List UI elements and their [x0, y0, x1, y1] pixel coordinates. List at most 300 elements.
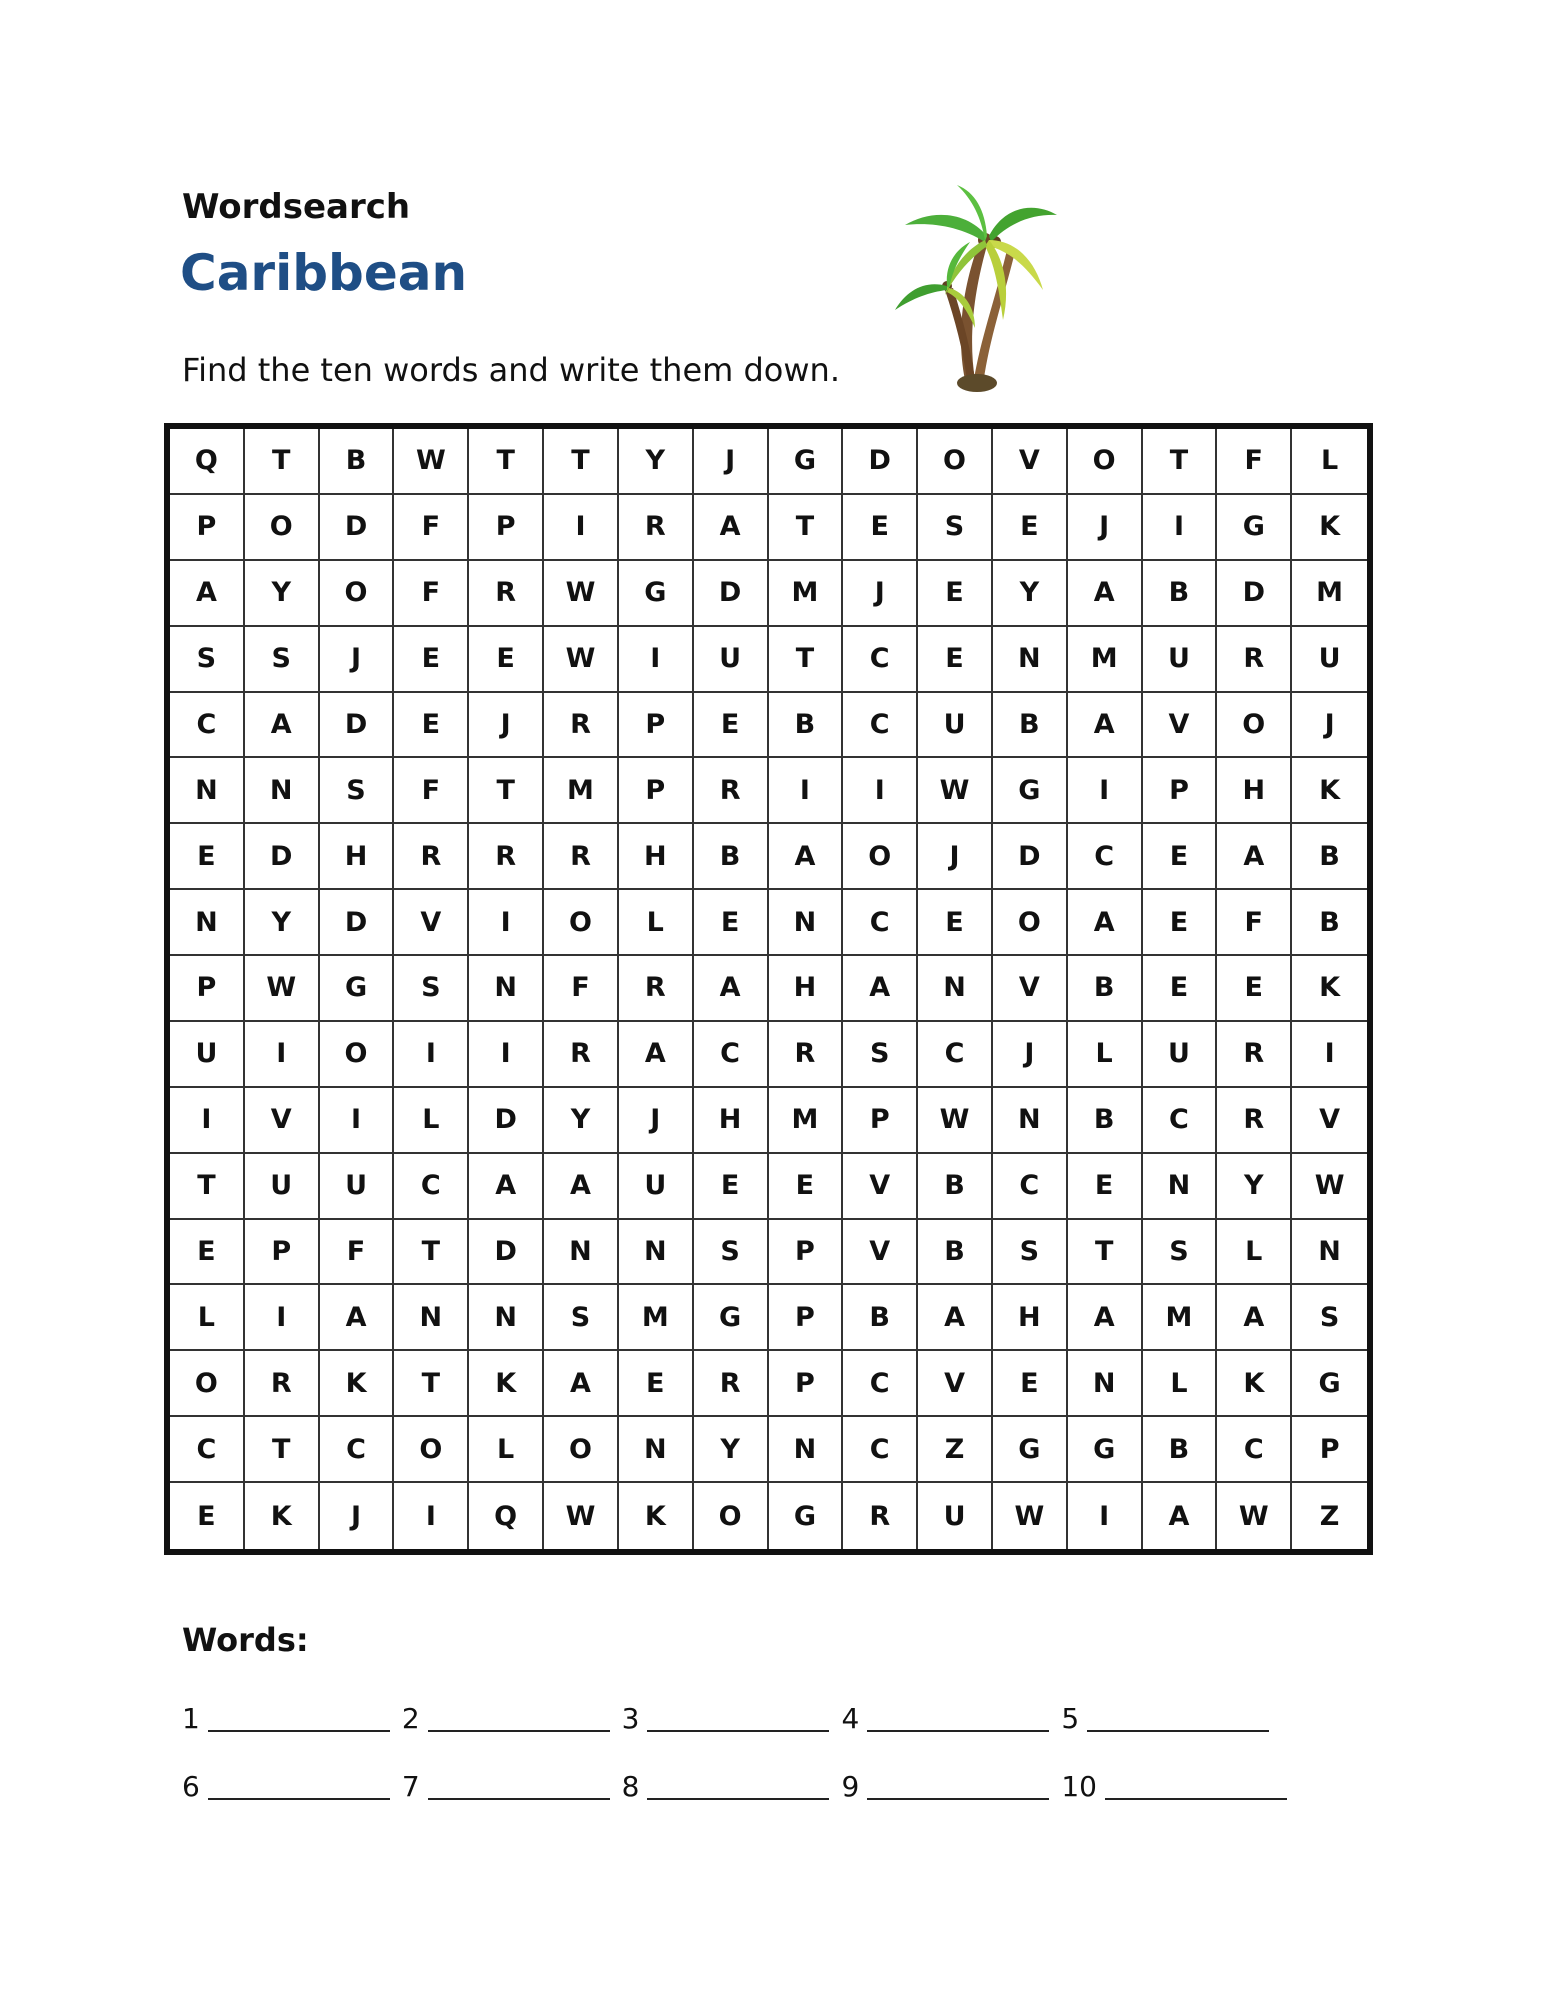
grid-letter[interactable]: R [843, 1483, 918, 1549]
grid-letter[interactable]: M [619, 1285, 694, 1351]
grid-letter[interactable]: Q [469, 1483, 544, 1549]
grid-letter[interactable]: R [245, 1351, 320, 1417]
grid-letter[interactable]: H [694, 1088, 769, 1154]
grid-letter[interactable]: A [843, 956, 918, 1022]
grid-letter[interactable]: R [544, 824, 619, 890]
grid-letter[interactable]: S [694, 1220, 769, 1286]
grid-letter[interactable]: O [1068, 429, 1143, 495]
grid-letter[interactable]: C [843, 627, 918, 693]
page-title: Caribbean [180, 244, 468, 302]
grid-letter[interactable]: A [694, 956, 769, 1022]
grid-letter[interactable]: I [619, 627, 694, 693]
grid-letter[interactable]: E [993, 1351, 1068, 1417]
grid-letter[interactable]: L [469, 1417, 544, 1483]
grid-letter[interactable]: W [544, 627, 619, 693]
grid-letter[interactable]: N [619, 1417, 694, 1483]
grid-letter[interactable]: N [469, 956, 544, 1022]
grid-letter[interactable]: E [469, 627, 544, 693]
grid-letter[interactable]: E [694, 1154, 769, 1220]
grid-letter[interactable]: J [993, 1022, 1068, 1088]
grid-letter[interactable]: A [694, 495, 769, 561]
grid-letter[interactable]: M [769, 1088, 844, 1154]
grid-letter[interactable]: C [843, 890, 918, 956]
grid-letter[interactable]: T [394, 1220, 469, 1286]
grid-letter[interactable]: T [1143, 429, 1218, 495]
grid-letter[interactable]: I [1068, 1483, 1143, 1549]
grid-letter[interactable]: U [170, 1022, 245, 1088]
grid-letter[interactable]: C [320, 1417, 395, 1483]
instructions-text: Find the ten words and write them down. [182, 351, 840, 389]
grid-letter[interactable]: U [1292, 627, 1367, 693]
grid-letter[interactable]: L [619, 890, 694, 956]
grid-letter[interactable]: T [469, 429, 544, 495]
grid-letter[interactable]: L [1068, 1022, 1143, 1088]
grid-letter[interactable]: E [1143, 956, 1218, 1022]
grid-letter[interactable]: K [469, 1351, 544, 1417]
grid-letter[interactable]: J [619, 1088, 694, 1154]
grid-letter[interactable]: F [320, 1220, 395, 1286]
grid-letter[interactable]: U [1143, 627, 1218, 693]
grid-letter[interactable]: D [843, 429, 918, 495]
grid-letter[interactable]: A [469, 1154, 544, 1220]
grid-letter[interactable]: B [694, 824, 769, 890]
grid-letter[interactable]: N [170, 758, 245, 824]
grid-letter[interactable]: S [918, 495, 993, 561]
grid-letter[interactable]: E [918, 627, 993, 693]
grid-letter[interactable]: A [1068, 561, 1143, 627]
grid-letter[interactable]: R [394, 824, 469, 890]
grid-letter[interactable]: N [1143, 1154, 1218, 1220]
grid-letter[interactable]: E [694, 890, 769, 956]
grid-letter[interactable]: F [394, 758, 469, 824]
answer-number: 8 [621, 1770, 640, 1803]
grid-letter[interactable]: C [1068, 824, 1143, 890]
grid-letter[interactable]: T [245, 1417, 320, 1483]
grid-letter[interactable]: P [619, 693, 694, 759]
answer-slot [402, 1700, 610, 1736]
grid-letter[interactable]: M [1292, 561, 1367, 627]
grid-letter[interactable]: O [843, 824, 918, 890]
grid-letter[interactable]: G [619, 561, 694, 627]
grid-letter[interactable]: S [1143, 1220, 1218, 1286]
wordsearch-grid [164, 423, 1373, 1555]
grid-letter[interactable]: K [1292, 495, 1367, 561]
grid-letter[interactable]: A [1068, 693, 1143, 759]
grid-letter[interactable]: G [1217, 495, 1292, 561]
grid-letter[interactable]: U [1143, 1022, 1218, 1088]
grid-letter[interactable]: H [993, 1285, 1068, 1351]
grid-letter[interactable]: D [469, 1220, 544, 1286]
grid-letter[interactable]: T [170, 1154, 245, 1220]
grid-letter[interactable]: Y [245, 561, 320, 627]
answer-line[interactable] [867, 1768, 1049, 1800]
grid-letter[interactable]: I [170, 1088, 245, 1154]
grid-letter[interactable]: B [1143, 1417, 1218, 1483]
answer-number: 1 [182, 1702, 200, 1735]
grid-letter[interactable]: B [1292, 824, 1367, 890]
grid-letter[interactable]: N [769, 1417, 844, 1483]
grid-letter[interactable]: P [1143, 758, 1218, 824]
grid-letter[interactable]: I [394, 1022, 469, 1088]
grid-letter[interactable]: V [394, 890, 469, 956]
grid-letter[interactable]: A [1143, 1483, 1218, 1549]
grid-letter[interactable]: P [170, 956, 245, 1022]
answer-slot [182, 1700, 390, 1736]
answer-line[interactable] [867, 1700, 1049, 1732]
grid-letter[interactable]: B [320, 429, 395, 495]
grid-letter[interactable]: E [394, 693, 469, 759]
grid-letter[interactable]: C [170, 1417, 245, 1483]
grid-letter[interactable]: V [993, 956, 1068, 1022]
grid-letter[interactable]: N [394, 1285, 469, 1351]
grid-letter[interactable]: F [394, 561, 469, 627]
grid-letter[interactable]: A [619, 1022, 694, 1088]
grid-letter[interactable]: V [843, 1154, 918, 1220]
grid-letter[interactable]: T [769, 627, 844, 693]
grid-letter[interactable]: L [1217, 1220, 1292, 1286]
grid-letter[interactable]: L [1143, 1351, 1218, 1417]
grid-letter[interactable]: J [843, 561, 918, 627]
grid-letter[interactable]: W [544, 561, 619, 627]
grid-letter[interactable]: N [170, 890, 245, 956]
grid-letter[interactable]: A [1068, 1285, 1143, 1351]
grid-letter[interactable]: T [769, 495, 844, 561]
grid-letter[interactable]: U [918, 693, 993, 759]
grid-letter[interactable]: J [469, 693, 544, 759]
answer-line[interactable] [647, 1700, 829, 1732]
grid-letter[interactable]: W [245, 956, 320, 1022]
grid-letter[interactable]: E [170, 1220, 245, 1286]
grid-letter[interactable]: T [394, 1351, 469, 1417]
answer-line[interactable] [208, 1768, 390, 1800]
grid-letter[interactable]: R [1217, 1088, 1292, 1154]
grid-letter[interactable]: Y [245, 890, 320, 956]
grid-letter[interactable]: A [245, 693, 320, 759]
grid-letter[interactable]: Y [1217, 1154, 1292, 1220]
grid-letter[interactable]: I [394, 1483, 469, 1549]
grid-letter[interactable]: N [769, 890, 844, 956]
grid-letter[interactable]: N [993, 627, 1068, 693]
grid-letter[interactable]: P [769, 1220, 844, 1286]
grid-letter[interactable]: F [1217, 429, 1292, 495]
grid-letter[interactable]: S [544, 1285, 619, 1351]
grid-letter[interactable]: W [1292, 1154, 1367, 1220]
grid-letter[interactable]: U [918, 1483, 993, 1549]
grid-letter[interactable]: K [320, 1351, 395, 1417]
grid-letter[interactable]: D [1217, 561, 1292, 627]
grid-letter[interactable]: R [694, 1351, 769, 1417]
grid-letter[interactable]: W [394, 429, 469, 495]
grid-letter[interactable]: I [1292, 1022, 1367, 1088]
grid-letter[interactable]: A [1068, 890, 1143, 956]
answer-slot [1061, 1768, 1287, 1804]
grid-letter[interactable]: Y [694, 1417, 769, 1483]
grid-letter[interactable]: D [320, 693, 395, 759]
grid-letter[interactable]: F [1217, 890, 1292, 956]
grid-letter[interactable]: V [1292, 1088, 1367, 1154]
grid-letter[interactable]: G [993, 1417, 1068, 1483]
grid-letter[interactable]: A [769, 824, 844, 890]
grid-letter[interactable]: O [993, 890, 1068, 956]
answer-slot [622, 1768, 830, 1804]
grid-letter[interactable]: Z [918, 1417, 993, 1483]
grid-letter[interactable]: D [320, 495, 395, 561]
grid-letter[interactable]: K [1292, 758, 1367, 824]
grid-letter[interactable]: C [170, 693, 245, 759]
grid-letter[interactable]: F [544, 956, 619, 1022]
answer-number: 9 [841, 1770, 860, 1803]
grid-letter[interactable]: Y [619, 429, 694, 495]
grid-letter[interactable]: A [1217, 824, 1292, 890]
grid-letter[interactable]: N [469, 1285, 544, 1351]
grid-letter[interactable]: P [469, 495, 544, 561]
answer-slot [841, 1700, 1049, 1736]
grid-letter[interactable]: P [619, 758, 694, 824]
grid-letter[interactable]: V [993, 429, 1068, 495]
grid-letter[interactable]: I [245, 1285, 320, 1351]
answer-slot [182, 1768, 390, 1804]
answer-number: 3 [621, 1702, 640, 1735]
grid-letter[interactable]: C [694, 1022, 769, 1088]
grid-letter[interactable]: S [394, 956, 469, 1022]
answer-line[interactable] [1105, 1768, 1287, 1800]
grid-letter[interactable]: M [544, 758, 619, 824]
grid-letter[interactable]: L [170, 1285, 245, 1351]
grid-letter[interactable]: R [619, 495, 694, 561]
grid-letter[interactable]: A [320, 1285, 395, 1351]
grid-letter[interactable]: V [245, 1088, 320, 1154]
grid-letter[interactable]: E [1068, 1154, 1143, 1220]
grid-letter[interactable]: U [320, 1154, 395, 1220]
grid-letter[interactable]: S [993, 1220, 1068, 1286]
grid-letter[interactable]: Y [993, 561, 1068, 627]
grid-letter[interactable]: P [769, 1285, 844, 1351]
grid-letter[interactable]: N [993, 1088, 1068, 1154]
grid-letter[interactable]: J [1068, 495, 1143, 561]
grid-letter[interactable]: U [619, 1154, 694, 1220]
grid-letter[interactable]: D [993, 824, 1068, 890]
grid-letter[interactable]: I [469, 890, 544, 956]
grid-letter[interactable]: L [394, 1088, 469, 1154]
grid-letter[interactable]: V [918, 1351, 993, 1417]
grid-letter[interactable]: O [394, 1417, 469, 1483]
grid-letter[interactable]: I [769, 758, 844, 824]
grid-letter[interactable]: G [769, 1483, 844, 1549]
grid-letter[interactable]: S [170, 627, 245, 693]
grid-letter[interactable]: I [843, 758, 918, 824]
grid-letter[interactable]: I [544, 495, 619, 561]
grid-letter[interactable]: E [170, 1483, 245, 1549]
grid-letter[interactable]: R [544, 693, 619, 759]
grid-letter[interactable]: C [843, 1417, 918, 1483]
grid-letter[interactable]: U [694, 627, 769, 693]
grid-letter[interactable]: A [544, 1154, 619, 1220]
grid-letter[interactable]: Z [1319, 1500, 1340, 1532]
grid-letter[interactable]: M [1068, 627, 1143, 693]
grid-letter[interactable]: E [170, 824, 245, 890]
grid-letter[interactable]: E [843, 495, 918, 561]
grid-letter[interactable]: H [320, 824, 395, 890]
grid-letter[interactable]: T [469, 758, 544, 824]
grid-letter[interactable]: C [918, 1022, 993, 1088]
grid-letter[interactable]: J [1292, 693, 1367, 759]
grid-letter[interactable]: H [619, 824, 694, 890]
grid-letter[interactable]: L [1292, 429, 1367, 495]
grid-letter[interactable]: W [918, 758, 993, 824]
grid-letter[interactable]: W [544, 1483, 619, 1549]
grid-letter[interactable]: P [1292, 1417, 1367, 1483]
grid-letter[interactable]: W [918, 1088, 993, 1154]
grid-letter[interactable]: E [1217, 956, 1292, 1022]
grid-letter[interactable]: I [1143, 495, 1218, 561]
grid-letter[interactable]: N [1292, 1220, 1367, 1286]
grid-letter[interactable]: W [1217, 1483, 1292, 1549]
grid-letter[interactable]: C [1217, 1417, 1292, 1483]
grid-letter[interactable]: B [1068, 956, 1143, 1022]
grid-letter[interactable]: T [245, 429, 320, 495]
answer-slot [841, 1768, 1049, 1804]
grid-letter[interactable]: J [320, 1483, 395, 1549]
grid-letter[interactable]: E [1143, 824, 1218, 890]
grid-letter[interactable]: E [619, 1351, 694, 1417]
grid-letter[interactable]: A [918, 1285, 993, 1351]
grid-letter[interactable]: B [993, 693, 1068, 759]
grid-letter[interactable]: O [320, 561, 395, 627]
answer-line[interactable] [1087, 1700, 1269, 1732]
grid-letter[interactable]: N [1068, 1351, 1143, 1417]
grid-letter[interactable]: O [544, 890, 619, 956]
grid-letter[interactable]: K [1292, 956, 1367, 1022]
grid-letter[interactable]: S [843, 1022, 918, 1088]
grid-letter[interactable]: K [619, 1483, 694, 1549]
grid-letter[interactable]: P [769, 1351, 844, 1417]
grid-letter[interactable]: S [245, 627, 320, 693]
grid-letter[interactable]: B [918, 1220, 993, 1286]
grid-letter[interactable]: M [769, 561, 844, 627]
grid-letter[interactable]: G [1292, 1351, 1367, 1417]
grid-letter[interactable]: O [694, 1483, 769, 1549]
grid-letter[interactable]: G [694, 1285, 769, 1351]
answer-slot [1061, 1700, 1269, 1736]
grid-letter[interactable]: E [394, 627, 469, 693]
grid-letter[interactable]: G [1068, 1417, 1143, 1483]
grid-letter[interactable]: B [843, 1285, 918, 1351]
grid-letter[interactable]: G [320, 956, 395, 1022]
grid-letter[interactable]: A [1217, 1285, 1292, 1351]
answer-slot [402, 1768, 610, 1804]
grid-letter[interactable]: N [918, 956, 993, 1022]
grid-letter[interactable]: O [918, 429, 993, 495]
answer-line[interactable] [647, 1768, 829, 1800]
grid-letter[interactable]: V [843, 1220, 918, 1286]
grid-letter[interactable]: E [769, 1154, 844, 1220]
grid-letter[interactable]: K [245, 1483, 320, 1549]
grid-letter[interactable]: Q [170, 429, 245, 495]
grid-letter[interactable]: D [469, 1088, 544, 1154]
grid-letter[interactable]: D [320, 890, 395, 956]
grid-letter[interactable]: B [1068, 1088, 1143, 1154]
grid-letter[interactable]: J [694, 429, 769, 495]
grid-letter[interactable]: R [469, 561, 544, 627]
grid-letter[interactable]: N [544, 1220, 619, 1286]
grid-letter[interactable]: D [245, 824, 320, 890]
grid-letter[interactable]: Y [544, 1088, 619, 1154]
grid-letter[interactable]: B [769, 693, 844, 759]
grid-letter[interactable]: C [843, 693, 918, 759]
grid-letter[interactable]: R [544, 1022, 619, 1088]
grid-letter[interactable]: E [993, 495, 1068, 561]
grid-letter[interactable]: E [918, 561, 993, 627]
grid-letter[interactable]: I [245, 1022, 320, 1088]
grid-letter[interactable]: R [769, 1022, 844, 1088]
grid-letter[interactable]: O [245, 495, 320, 561]
words-heading: Words: [182, 1621, 309, 1659]
answer-line[interactable] [208, 1700, 390, 1732]
grid-letter[interactable]: H [769, 956, 844, 1022]
grid-letter[interactable]: V [1143, 693, 1218, 759]
grid-letter[interactable]: A [170, 561, 245, 627]
grid-letter[interactable]: P [170, 495, 245, 561]
grid-letter[interactable]: K [1217, 1351, 1292, 1417]
grid-letter[interactable]: J [918, 824, 993, 890]
grid-letter[interactable]: E [918, 890, 993, 956]
grid-letter[interactable]: R [1217, 627, 1292, 693]
grid-letter[interactable]: I [1068, 758, 1143, 824]
grid-letter[interactable]: C [394, 1154, 469, 1220]
answer-number: 7 [401, 1770, 420, 1803]
grid-letter[interactable]: P [843, 1088, 918, 1154]
grid-letter[interactable]: B [918, 1154, 993, 1220]
grid-letter[interactable]: R [1217, 1022, 1292, 1088]
grid-letter[interactable]: C [843, 1351, 918, 1417]
grid-letter[interactable]: S [1292, 1285, 1367, 1351]
grid-letter[interactable]: E [694, 693, 769, 759]
grid-letter[interactable]: N [619, 1220, 694, 1286]
grid-letter[interactable]: O [1217, 693, 1292, 759]
grid-letter[interactable]: O [320, 1022, 395, 1088]
grid-letter[interactable]: N [245, 758, 320, 824]
answer-line[interactable] [428, 1768, 610, 1800]
grid-letter[interactable]: P [245, 1220, 320, 1286]
grid-letter[interactable]: F [394, 495, 469, 561]
grid-letter[interactable]: B [1292, 890, 1367, 956]
grid-letter[interactable]: M [1143, 1285, 1218, 1351]
grid-letter[interactable]: H [1217, 758, 1292, 824]
grid-letter[interactable]: C [1143, 1088, 1218, 1154]
grid-letter[interactable]: O [544, 1417, 619, 1483]
grid-letter[interactable]: J [320, 627, 395, 693]
answer-line[interactable] [428, 1700, 610, 1732]
grid-letter[interactable]: E [1143, 890, 1218, 956]
grid-letter[interactable]: G [993, 758, 1068, 824]
grid-letter[interactable]: I [320, 1088, 395, 1154]
grid-letter[interactable]: C [993, 1154, 1068, 1220]
grid-letter[interactable]: A [544, 1351, 619, 1417]
grid-letter[interactable]: D [694, 561, 769, 627]
grid-letter[interactable]: R [619, 956, 694, 1022]
grid-letter[interactable]: R [469, 824, 544, 890]
grid-letter[interactable]: U [245, 1154, 320, 1220]
grid-letter[interactable]: G [769, 429, 844, 495]
grid-letter[interactable]: W [993, 1483, 1068, 1549]
grid-letter[interactable]: T [544, 429, 619, 495]
grid-letter[interactable]: T [1068, 1220, 1143, 1286]
grid-letter[interactable]: R [694, 758, 769, 824]
grid-letter[interactable]: I [469, 1022, 544, 1088]
grid-letter[interactable]: S [320, 758, 395, 824]
grid-letter[interactable]: B [1143, 561, 1218, 627]
grid-letter[interactable]: O [170, 1351, 245, 1417]
